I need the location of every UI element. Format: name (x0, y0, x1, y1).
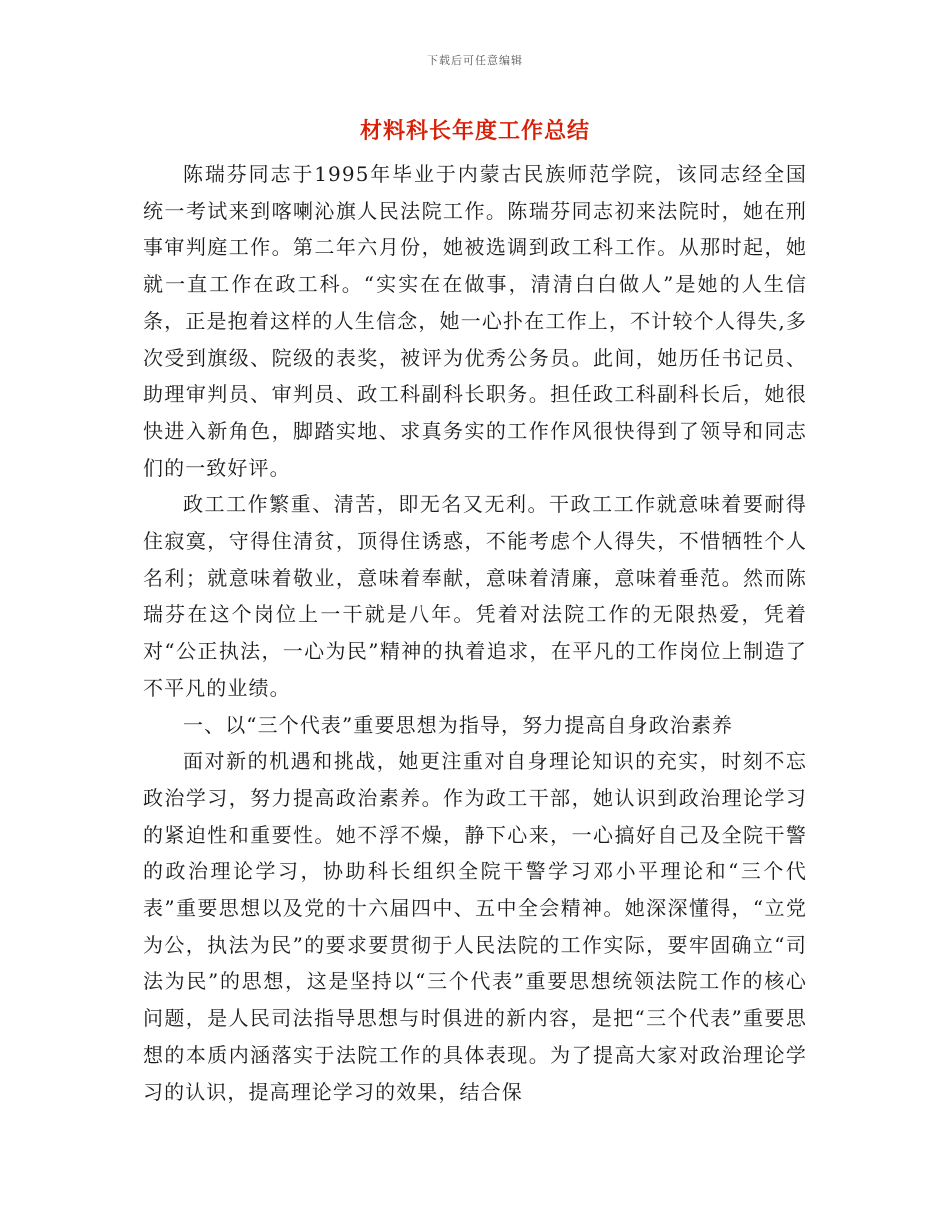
body-paragraph: 面对新的机遇和挑战，她更注重对自身理论知识的充实，时刻不忘政治学习，努力提高政治素养。作为政工干部，她认识到政治理论学习的紧迫性和重要性。她不浮不燥，静下心来，一心搞好自己及全院干警的政治理论学习，协助科长组织全院干警学习邓小平理论和“三个代表”重要思想以及党的十六届四中、五中全会精神。她深深懂得，“立党为公，执法为民”的要求要贯彻于人民法院的工作实际，要牢固确立“司法为民”的思想，这是坚持以“三个代表”重要思想统领法院工作的核心问题，是人民司法指导思想与时俱进的新内容，是把“三个代表”重要思想的本质内涵落实于法院工作的具体表现。为了提高大家对政治理论学习的认识，提高理论学习的效果，结合保 (143, 749, 807, 1104)
document-body (143, 156, 807, 1110)
section-heading: 一、以“三个代表”重要思想为指导，努力提高自身政治素养 (183, 712, 734, 737)
body-paragraph: 陈瑞芬同志于1995年毕业于内蒙古民族师范学院，该同志经全国统一考试来到喀喇沁旗人民法院工作。陈瑞芬同志初来法院时，她在刑事审判庭工作。第二年六月份，她被选调到政工科工作。从那时起，她就一直工作在政工科。“实实在在做事，清清白白做人”是她的人生信条，正是抱着这样的人生信念，她一心扑在工作上，不计较个人得失,多次受到旗级、院级的表奖，被评为优秀公务员。此间，她历任书记员、助理审判员、审判员、政工科副科长职务。担任政工科副科长后，她很快进入新角色，脚踏实地、求真务实的工作作风很快得到了领导和同志们的一致好评。 (143, 162, 807, 480)
body-paragraph: 政工工作繁重、清苦，即无名又无利。干政工工作就意味着要耐得住寂寞，守得住清贫，顶得住诱惑，不能考虑个人得失，不惜牺牲个人名利；就意味着敬业，意味着奉献，意味着清廉，意味着垂范。然而陈瑞芬在这个岗位上一干就是八年。凭着对法院工作的无限热爱，凭着对“公正执法，一心为民”精神的执着追求，在平凡的工作岗位上制造了不平凡的业绩。 (143, 492, 807, 700)
page-header-note: 下载后可任意编辑 (427, 54, 523, 67)
document-title: 材料科长年度工作总结 (359, 118, 590, 144)
